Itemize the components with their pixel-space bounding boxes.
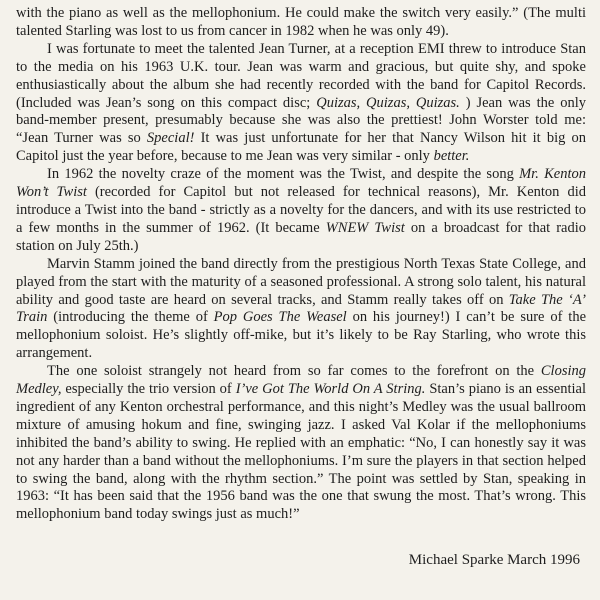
text-run: on his journey!) I can’t be sure of the mellophonium soloist. He’s slightly off-mike, but it’s likely to be Ray Starling, who wrote this arrangement. <box>16 309 587 362</box>
italic-title: WNEW Twist <box>325 219 405 236</box>
paragraph <box>16 256 586 363</box>
text-run: The one soloist strangely not heard from so far comes to the forefront on the <box>47 363 541 380</box>
italic-title: Pop Goes The Weasel <box>213 309 347 326</box>
article-body <box>16 5 586 524</box>
text-run: It was just unfortunate for her that Nancy Wilson hit it big on Capitol just the year before, because to me Jean was very similar - only <box>16 130 586 165</box>
text-run: In 1962 the novelty craze of the moment was the Twist, and despite the song <box>47 166 520 183</box>
text-run: with the piano as well as the mellophonium. He could make the switch very easily.” (The multi talented Starling was lost to us from cancer in 1982 when he was only 49). <box>16 5 586 39</box>
italic-title: Closing Medley, <box>16 363 586 398</box>
text-run: especially the trio version of <box>61 381 236 398</box>
italic-title: Take The ‘A’ Train <box>16 291 586 326</box>
text-run: Stan’s piano is an essential ingredient of any Kenton orchestral performance, and this night’s Medley was the usual ballroom mixture of amusing hokum and fine, swinging jazz. I asked Val Kolar if the mellophoniums inhibited the band’s ability to swing. He replied with an emphatic: “No, I can honestly say it was not any harder than a band without the mellophoniums. I’m sure the players in that section helped to swing the band, along with the rhythm section.” The point was settled by Stan, speaking in 1963: “It has been said that the 1956 band was the one that swung the most. That’s wrong. This mellophonium band today swings just as much!” <box>16 381 587 523</box>
italic-title: I’ve Got The World On A String. <box>235 381 426 398</box>
italic-title: better. <box>433 148 470 165</box>
paragraph <box>16 166 586 256</box>
text-run: ) Jean was the only band-member present, presumably because she was also the prettiest! John Worster told me: “Jean Turner was so <box>16 94 587 147</box>
text-run: Marvin Stamm joined the band directly from the prestigious North Texas State College, and played from the start with the maturity of a seasoned professional. A strong solo talent, his natural ability and good taste are heard on several tracks, and Stamm really takes off on <box>16 255 586 308</box>
author-signature: Michael Sparke March 1996 <box>408 552 580 568</box>
text-run: on a broadcast for that radio station on July 25th.) <box>16 219 587 254</box>
italic-title: Quizas, Quizas, Quizas. <box>316 94 460 111</box>
text-run: (recorded for Capitol but not released for technical reasons), Mr. Kenton did introduce a Twist into the band - strictly as a novelty for the dancers, and with its use restricted to a few months in the summer of 1962. (It became <box>16 184 586 236</box>
text-run: I was fortunate to meet the talented Jean Turner, at a reception EMI threw to introduce Stan to the media on his 1963 U.K. tour. Jean was warm and gracious, but quite shy, and spoke enthusiastically about the album she had recently recorded with the band for Capitol Records. (Included was Jean’s song on this compact disc; <box>16 40 586 111</box>
paragraph <box>16 363 586 524</box>
paragraph <box>16 41 586 166</box>
italic-title: Special! <box>146 130 195 147</box>
italic-title: Mr. Kenton Won’t Twist <box>16 166 586 201</box>
text-run: (introducing the theme of <box>47 309 214 326</box>
paragraph <box>16 5 586 41</box>
